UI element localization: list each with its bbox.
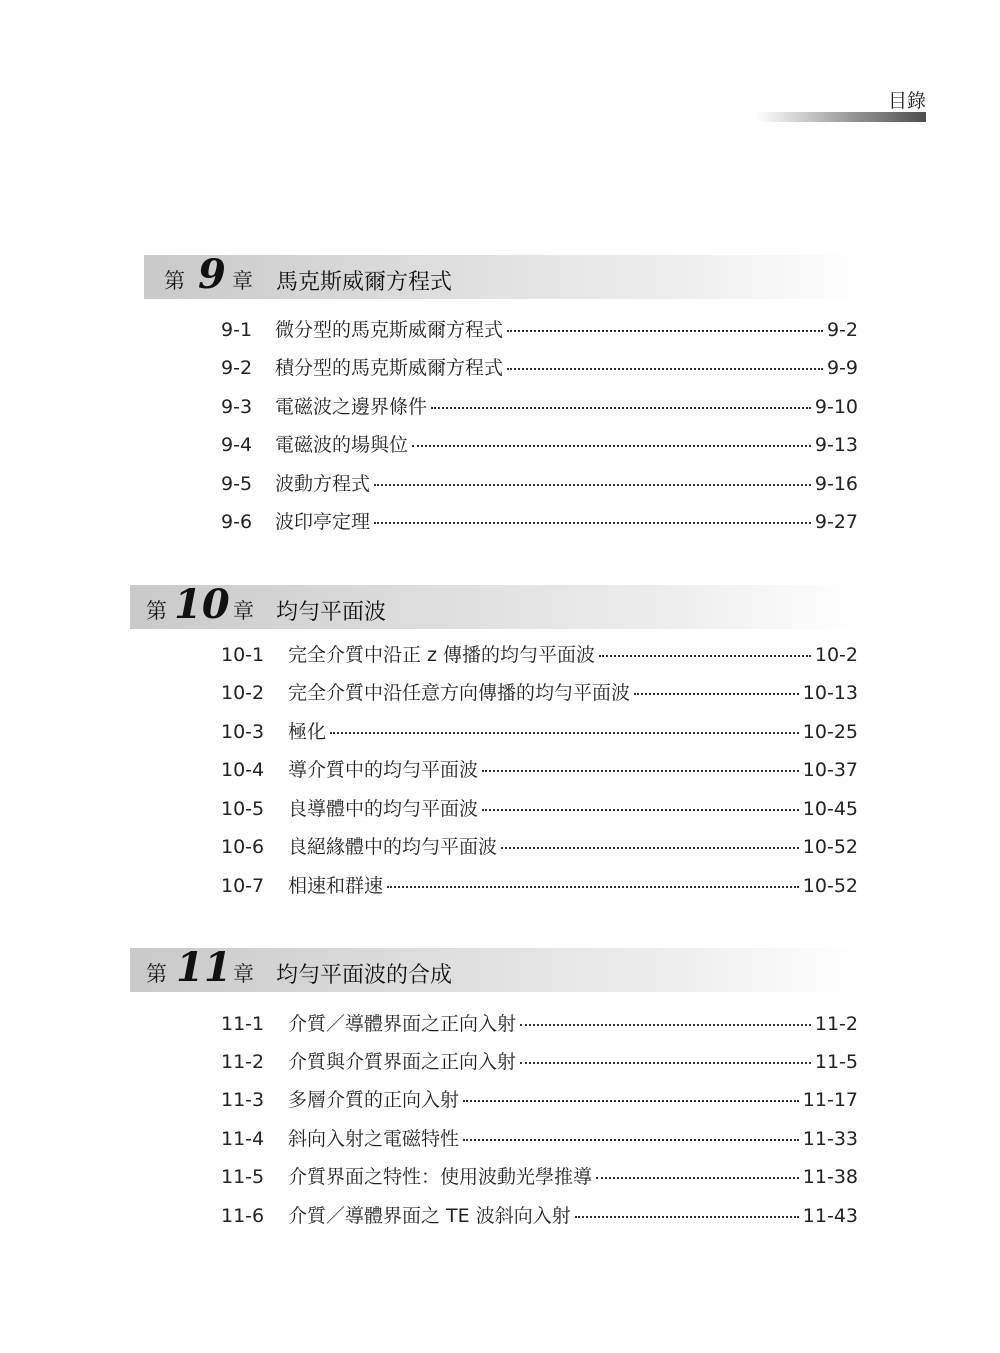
dot-leader <box>482 808 799 811</box>
toc-entry[interactable] <box>221 717 858 747</box>
toc-entry[interactable] <box>221 640 858 670</box>
page-number: 10-25 <box>802 721 858 743</box>
toc-entry[interactable] <box>221 315 858 345</box>
page-number: 9-2 <box>826 319 858 341</box>
dot-leader <box>507 329 823 332</box>
chapter-suffix: 章 <box>232 269 253 293</box>
toc-entry[interactable] <box>221 1009 858 1039</box>
dot-leader <box>374 483 811 486</box>
page-number: 9-10 <box>814 396 858 418</box>
section-number: 9-4 <box>221 434 253 456</box>
toc-entry[interactable] <box>221 1162 858 1192</box>
chapter-title: 均勻平面波 <box>276 600 387 625</box>
section-number: 10-5 <box>221 798 265 820</box>
page-number: 9-9 <box>826 357 858 379</box>
dot-leader <box>463 1138 799 1141</box>
chapter-number: 9 <box>198 251 226 298</box>
section-title: 良絕緣體中的均勻平面波 <box>288 836 498 858</box>
section-title: 相速和群速 <box>288 875 384 897</box>
toc-entry[interactable] <box>221 430 858 460</box>
page-number: 11-17 <box>802 1089 858 1111</box>
section-title: 完全介質中沿正 z 傳播的均勻平面波 <box>288 644 596 666</box>
section-number: 9-6 <box>221 511 253 533</box>
page-number: 11-2 <box>814 1013 858 1035</box>
toc-entry[interactable] <box>221 353 858 383</box>
dot-leader <box>463 1099 799 1102</box>
dot-leader <box>431 406 811 409</box>
section-title: 電磁波的場與位 <box>275 434 409 456</box>
toc-entry[interactable] <box>221 678 858 708</box>
dot-leader <box>599 654 811 657</box>
dot-leader <box>520 1061 811 1064</box>
running-head-bar <box>756 112 926 122</box>
section-number: 11-6 <box>221 1205 265 1227</box>
page-number: 11-33 <box>802 1128 858 1150</box>
toc-entry[interactable] <box>221 1085 858 1115</box>
section-number: 9-3 <box>221 396 253 418</box>
chapter-number: 10 <box>174 581 230 628</box>
section-title: 介質／導體界面之正向入射 <box>288 1013 517 1035</box>
chapter-10 <box>0 581 1000 897</box>
section-number: 10-7 <box>221 875 265 897</box>
page-number: 11-5 <box>814 1051 858 1073</box>
section-number: 10-2 <box>221 682 265 704</box>
toc-entry[interactable] <box>221 469 858 499</box>
section-number: 10-6 <box>221 836 265 858</box>
section-title: 極化 <box>288 721 327 743</box>
chapter-title: 均勻平面波的合成 <box>276 963 453 988</box>
section-title: 完全介質中沿任意方向傳播的均勻平面波 <box>288 682 631 704</box>
toc-entry[interactable] <box>221 1201 858 1231</box>
section-title: 良導體中的均勻平面波 <box>288 798 479 820</box>
dot-leader <box>482 769 799 772</box>
chapter-suffix: 章 <box>233 599 254 623</box>
section-number: 9-5 <box>221 473 253 495</box>
dot-leader <box>330 731 799 734</box>
toc-entry[interactable] <box>221 1124 858 1154</box>
page-number: 10-37 <box>802 759 858 781</box>
section-title: 積分型的馬克斯威爾方程式 <box>275 357 504 379</box>
section-number: 9-2 <box>221 357 253 379</box>
section-title: 波印亭定理 <box>275 511 371 533</box>
toc-entry[interactable] <box>221 755 858 785</box>
section-number: 10-4 <box>221 759 265 781</box>
section-number: 10-3 <box>221 721 265 743</box>
chapter-11 <box>0 944 1000 1227</box>
section-title: 多層介質的正向入射 <box>288 1089 460 1111</box>
toc-entry[interactable] <box>221 871 858 901</box>
section-title: 電磁波之邊界條件 <box>275 396 428 418</box>
dot-leader <box>387 885 799 888</box>
toc-entry[interactable] <box>221 392 858 422</box>
section-number: 11-5 <box>221 1166 265 1188</box>
dot-leader <box>596 1176 799 1179</box>
page-number: 9-13 <box>814 434 858 456</box>
page-number: 9-27 <box>814 511 858 533</box>
section-number: 11-3 <box>221 1089 265 1111</box>
chapter-heading-bar <box>130 944 860 992</box>
chapter-suffix: 章 <box>233 962 254 986</box>
dot-leader <box>507 367 823 370</box>
toc-entry[interactable] <box>221 507 858 537</box>
chapter-heading-bar <box>144 251 864 299</box>
section-number: 11-4 <box>221 1128 265 1150</box>
section-title: 波動方程式 <box>275 473 371 495</box>
section-title: 介質／導體界面之 TE 波斜向入射 <box>288 1205 571 1227</box>
dot-leader <box>575 1215 799 1218</box>
section-title: 斜向入射之電磁特性 <box>288 1128 460 1150</box>
page-number: 10-52 <box>802 875 858 897</box>
chapter-number: 11 <box>176 944 232 991</box>
page-number: 11-43 <box>802 1205 858 1227</box>
chapter-prefix: 第 <box>146 599 167 623</box>
section-number: 9-1 <box>221 319 253 341</box>
page-number: 10-13 <box>802 682 858 704</box>
section-title: 介質界面之特性：使用波動光學推導 <box>288 1166 593 1188</box>
section-title: 導介質中的均勻平面波 <box>288 759 479 781</box>
toc-entry[interactable] <box>221 794 858 824</box>
chapter-title: 馬克斯威爾方程式 <box>276 270 453 295</box>
dot-leader <box>520 1023 811 1026</box>
section-number: 10-1 <box>221 644 265 666</box>
toc-entry[interactable] <box>221 832 858 862</box>
section-title: 介質與介質界面之正向入射 <box>288 1051 517 1073</box>
page-number: 10-45 <box>802 798 858 820</box>
page-number: 10-52 <box>802 836 858 858</box>
section-title: 微分型的馬克斯威爾方程式 <box>275 319 504 341</box>
toc-entry[interactable] <box>221 1047 858 1077</box>
chapter-prefix: 第 <box>164 269 185 293</box>
section-number: 11-2 <box>221 1051 265 1073</box>
section-number: 11-1 <box>221 1013 265 1035</box>
chapter-prefix: 第 <box>146 962 167 986</box>
dot-leader <box>634 692 799 695</box>
dot-leader <box>501 846 799 849</box>
chapter-heading-bar <box>130 581 860 629</box>
dot-leader <box>374 521 811 524</box>
running-head: 目錄 <box>887 90 926 112</box>
page-number: 11-38 <box>802 1166 858 1188</box>
page-number: 10-2 <box>814 644 858 666</box>
dot-leader <box>412 444 811 447</box>
chapter-9 <box>0 251 1000 533</box>
page-number: 9-16 <box>814 473 858 495</box>
